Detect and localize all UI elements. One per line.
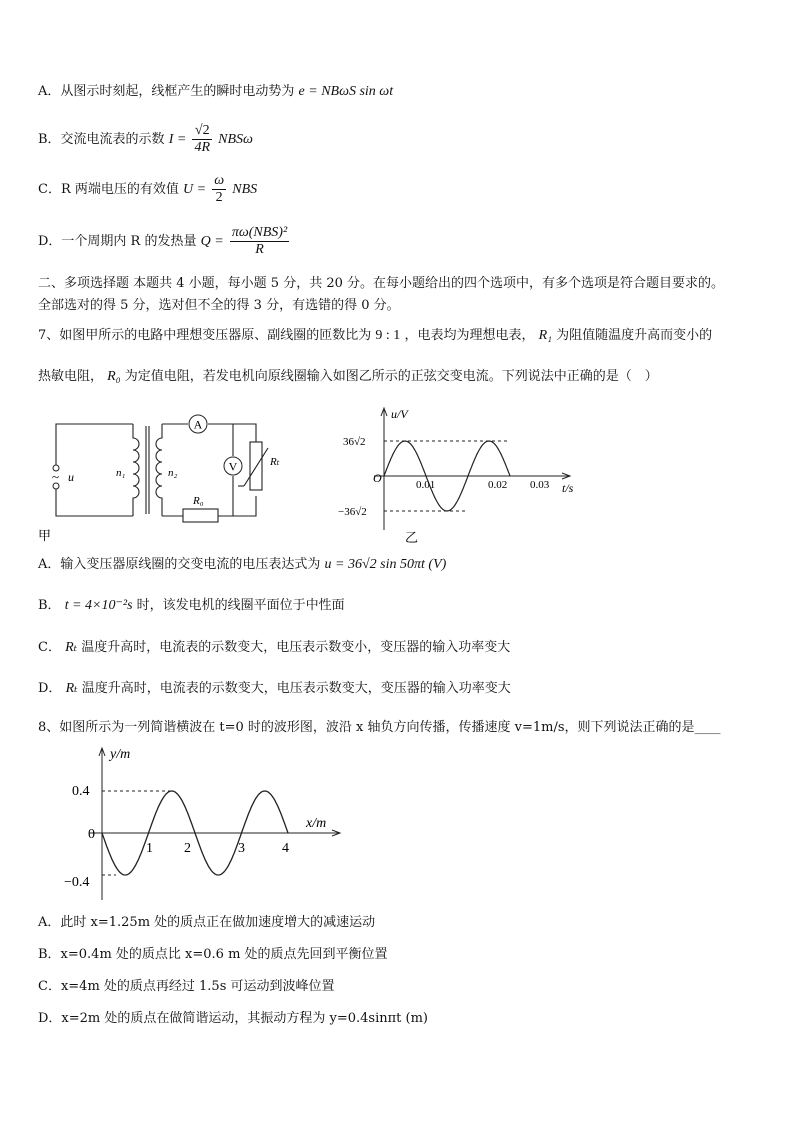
- q8-xtick-2: 3: [238, 841, 245, 856]
- q7-option-a: [38, 556, 446, 574]
- primary-coil: [133, 424, 139, 516]
- secondary-coil: [156, 424, 162, 516]
- q6-option-b-num: √2: [192, 123, 212, 140]
- q7-stem2-b: 为定值电阻，若发电机向原线圈输入如图乙所示的正弦交变电流。下列说法中正确的是（ ）: [124, 369, 658, 384]
- r0-label: R₀: [193, 495, 204, 507]
- q6-option-d: [38, 220, 291, 264]
- q7-ytick-pos: 36√2: [343, 436, 366, 448]
- q6-option-a-text: A．从图示时刻起，线框产生的瞬时电动势为: [38, 84, 295, 99]
- q7-stem-line2: [38, 368, 658, 386]
- q7-option-b-formula: t = 4×10⁻²s: [64, 598, 133, 613]
- q8-stem: 8、如图所示为一列简谐横波在 t=0 时的波形图，波沿 x 轴负方向传播，传播速度 v=1m/s，则下列说法正确的是____: [38, 720, 721, 735]
- source-symbol: ~: [52, 469, 60, 484]
- q7-stem2-r0: R₀: [107, 369, 121, 384]
- q8-xlabel: x/m: [306, 816, 327, 831]
- q7-stem-line1: [38, 327, 712, 345]
- q6-option-c: [38, 170, 257, 210]
- q8-xtick-0: 1: [146, 841, 153, 856]
- n2-label: n₂: [168, 467, 178, 479]
- q6-option-d-den: R: [255, 242, 264, 257]
- q7-option-d-prefix: D．: [38, 681, 62, 696]
- q6-option-a-formula: e = NBωS sin ωt: [298, 84, 394, 99]
- q8-ytick-zero: 0: [88, 827, 95, 842]
- q7-stem2-a: 热敏电阻，: [38, 369, 104, 384]
- rt-label: Rₜ: [270, 456, 280, 468]
- q7-ytick-neg: −36√2: [338, 506, 367, 518]
- q7-xlabel: t/s: [562, 481, 574, 495]
- q7-stem1-a: 7、如图甲所示的电路中理想变压器原、副线圈的匝数比为: [38, 328, 372, 343]
- q6-option-c-num: ω: [214, 173, 225, 188]
- q7-xtick-2: 0.03: [530, 479, 550, 491]
- q8-ytick-pos: 0.4: [72, 784, 90, 799]
- q6-option-b-den: 4R: [194, 140, 211, 155]
- q7-stem1-b: ，电表均为理想电表，: [404, 328, 535, 343]
- n1-label: n₁: [116, 467, 126, 479]
- q7-origin: O: [373, 471, 382, 485]
- q8-option-c: C．x=4m 处的质点再经过 1.5s 可运动到波峰位置: [38, 979, 335, 994]
- q7-voltage-graph: [338, 402, 588, 550]
- q6-option-d-fraction: [230, 225, 289, 258]
- q6-option-c-lhs: U =: [183, 182, 207, 197]
- section2-line1: 二、多项选择题 本题共 4 小题，每小题 5 分，共 20 分。在每小题给出的四个选项中，有多个选项是符合题目要求的。: [38, 276, 725, 291]
- q7-xtick-0: 0.01: [416, 479, 436, 491]
- q7-option-a-formula: u = 36√2 sin 50πt (V): [324, 557, 447, 572]
- primary-bottom-wire: [56, 483, 133, 516]
- q6-option-c-fraction: [212, 173, 226, 206]
- q8-wave-graph: [50, 742, 350, 904]
- q6-option-b-lhs: I =: [168, 132, 187, 147]
- primary-top-wire: [56, 424, 133, 468]
- q7-option-a-text: A．输入变压器原线圈的交变电流的电压表达式为: [38, 557, 321, 572]
- q8-option-d: D．x=2m 处的质点在做简谐运动，其振动方程为 y=0.4sinπt (m): [38, 1011, 428, 1026]
- q8-xtick-3: 4: [282, 841, 289, 856]
- q7-ylabel: u/V: [391, 407, 408, 421]
- q7-option-d-text: 温度升高时，电流表的示数变大，电压表示数变大，变压器的输入功率变大: [81, 681, 511, 696]
- ammeter-label: A: [193, 417, 203, 432]
- q8-option-a: A．此时 x=1.25m 处的质点正在做加速度增大的减速运动: [38, 915, 376, 930]
- q7-option-c: [38, 639, 510, 657]
- q7-stem1-r1: R₁: [538, 328, 553, 343]
- q7-option-d-rt: Rₜ: [65, 681, 78, 696]
- source-u-label: u: [68, 470, 74, 484]
- q7-xtick-1: 0.02: [488, 479, 508, 491]
- q6-option-b: [38, 118, 253, 162]
- q7-option-d: [38, 680, 511, 698]
- q7-stem1-ratio: 9 : 1: [375, 328, 401, 343]
- q6-option-d-lhs: Q =: [200, 234, 224, 249]
- q6-option-c-text: C．R 两端电压的有效值: [38, 182, 179, 197]
- q7-option-b: B． t = 4×10⁻²s 时，该发电机的线圈平面位于中性面: [38, 598, 345, 613]
- q6-option-b-text: B．交流电流表的示数: [38, 132, 165, 147]
- q6-option-b-fraction: [192, 123, 212, 156]
- section2-line2: 全部选对的得 5 分，选对但不全的得 3 分，有选错的得 0 分。: [38, 298, 400, 313]
- q6-option-d-text: D．一个周期内 R 的发热量: [38, 234, 197, 249]
- q7-circuit-diagram: [38, 408, 288, 548]
- label-yi: 乙: [405, 530, 419, 545]
- q6-option-b-tail: NBSω: [218, 132, 253, 147]
- q8-option-b: B．x=0.4m 处的质点比 x=0.6 m 处的质点先回到平衡位置: [38, 947, 388, 962]
- q7-stem1-c: 为阻值随温度升高而变小的: [556, 328, 713, 343]
- q6-option-a: [38, 83, 393, 101]
- q8-ytick-neg: −0.4: [64, 875, 90, 890]
- resistor-r0: [183, 509, 218, 522]
- voltmeter-label: V: [228, 459, 238, 474]
- q6-option-c-den: 2: [215, 190, 223, 205]
- q7-option-c-prefix: C．: [38, 640, 61, 655]
- q8-ylabel: y/m: [110, 747, 131, 762]
- q7-option-b-text: 时，该发电机的线圈平面位于中性面: [136, 598, 345, 613]
- q6-option-d-num: πω(NBS)²: [231, 225, 288, 240]
- q7-option-c-rt: Rₜ: [65, 640, 78, 655]
- q7-option-c-text: 温度升高时，电流表的示数变大，电压表示数变小，变压器的输入功率变大: [81, 640, 511, 655]
- label-jia: 甲: [38, 528, 52, 543]
- q6-option-c-tail: NBS: [232, 182, 258, 197]
- q8-xtick-1: 2: [184, 841, 191, 856]
